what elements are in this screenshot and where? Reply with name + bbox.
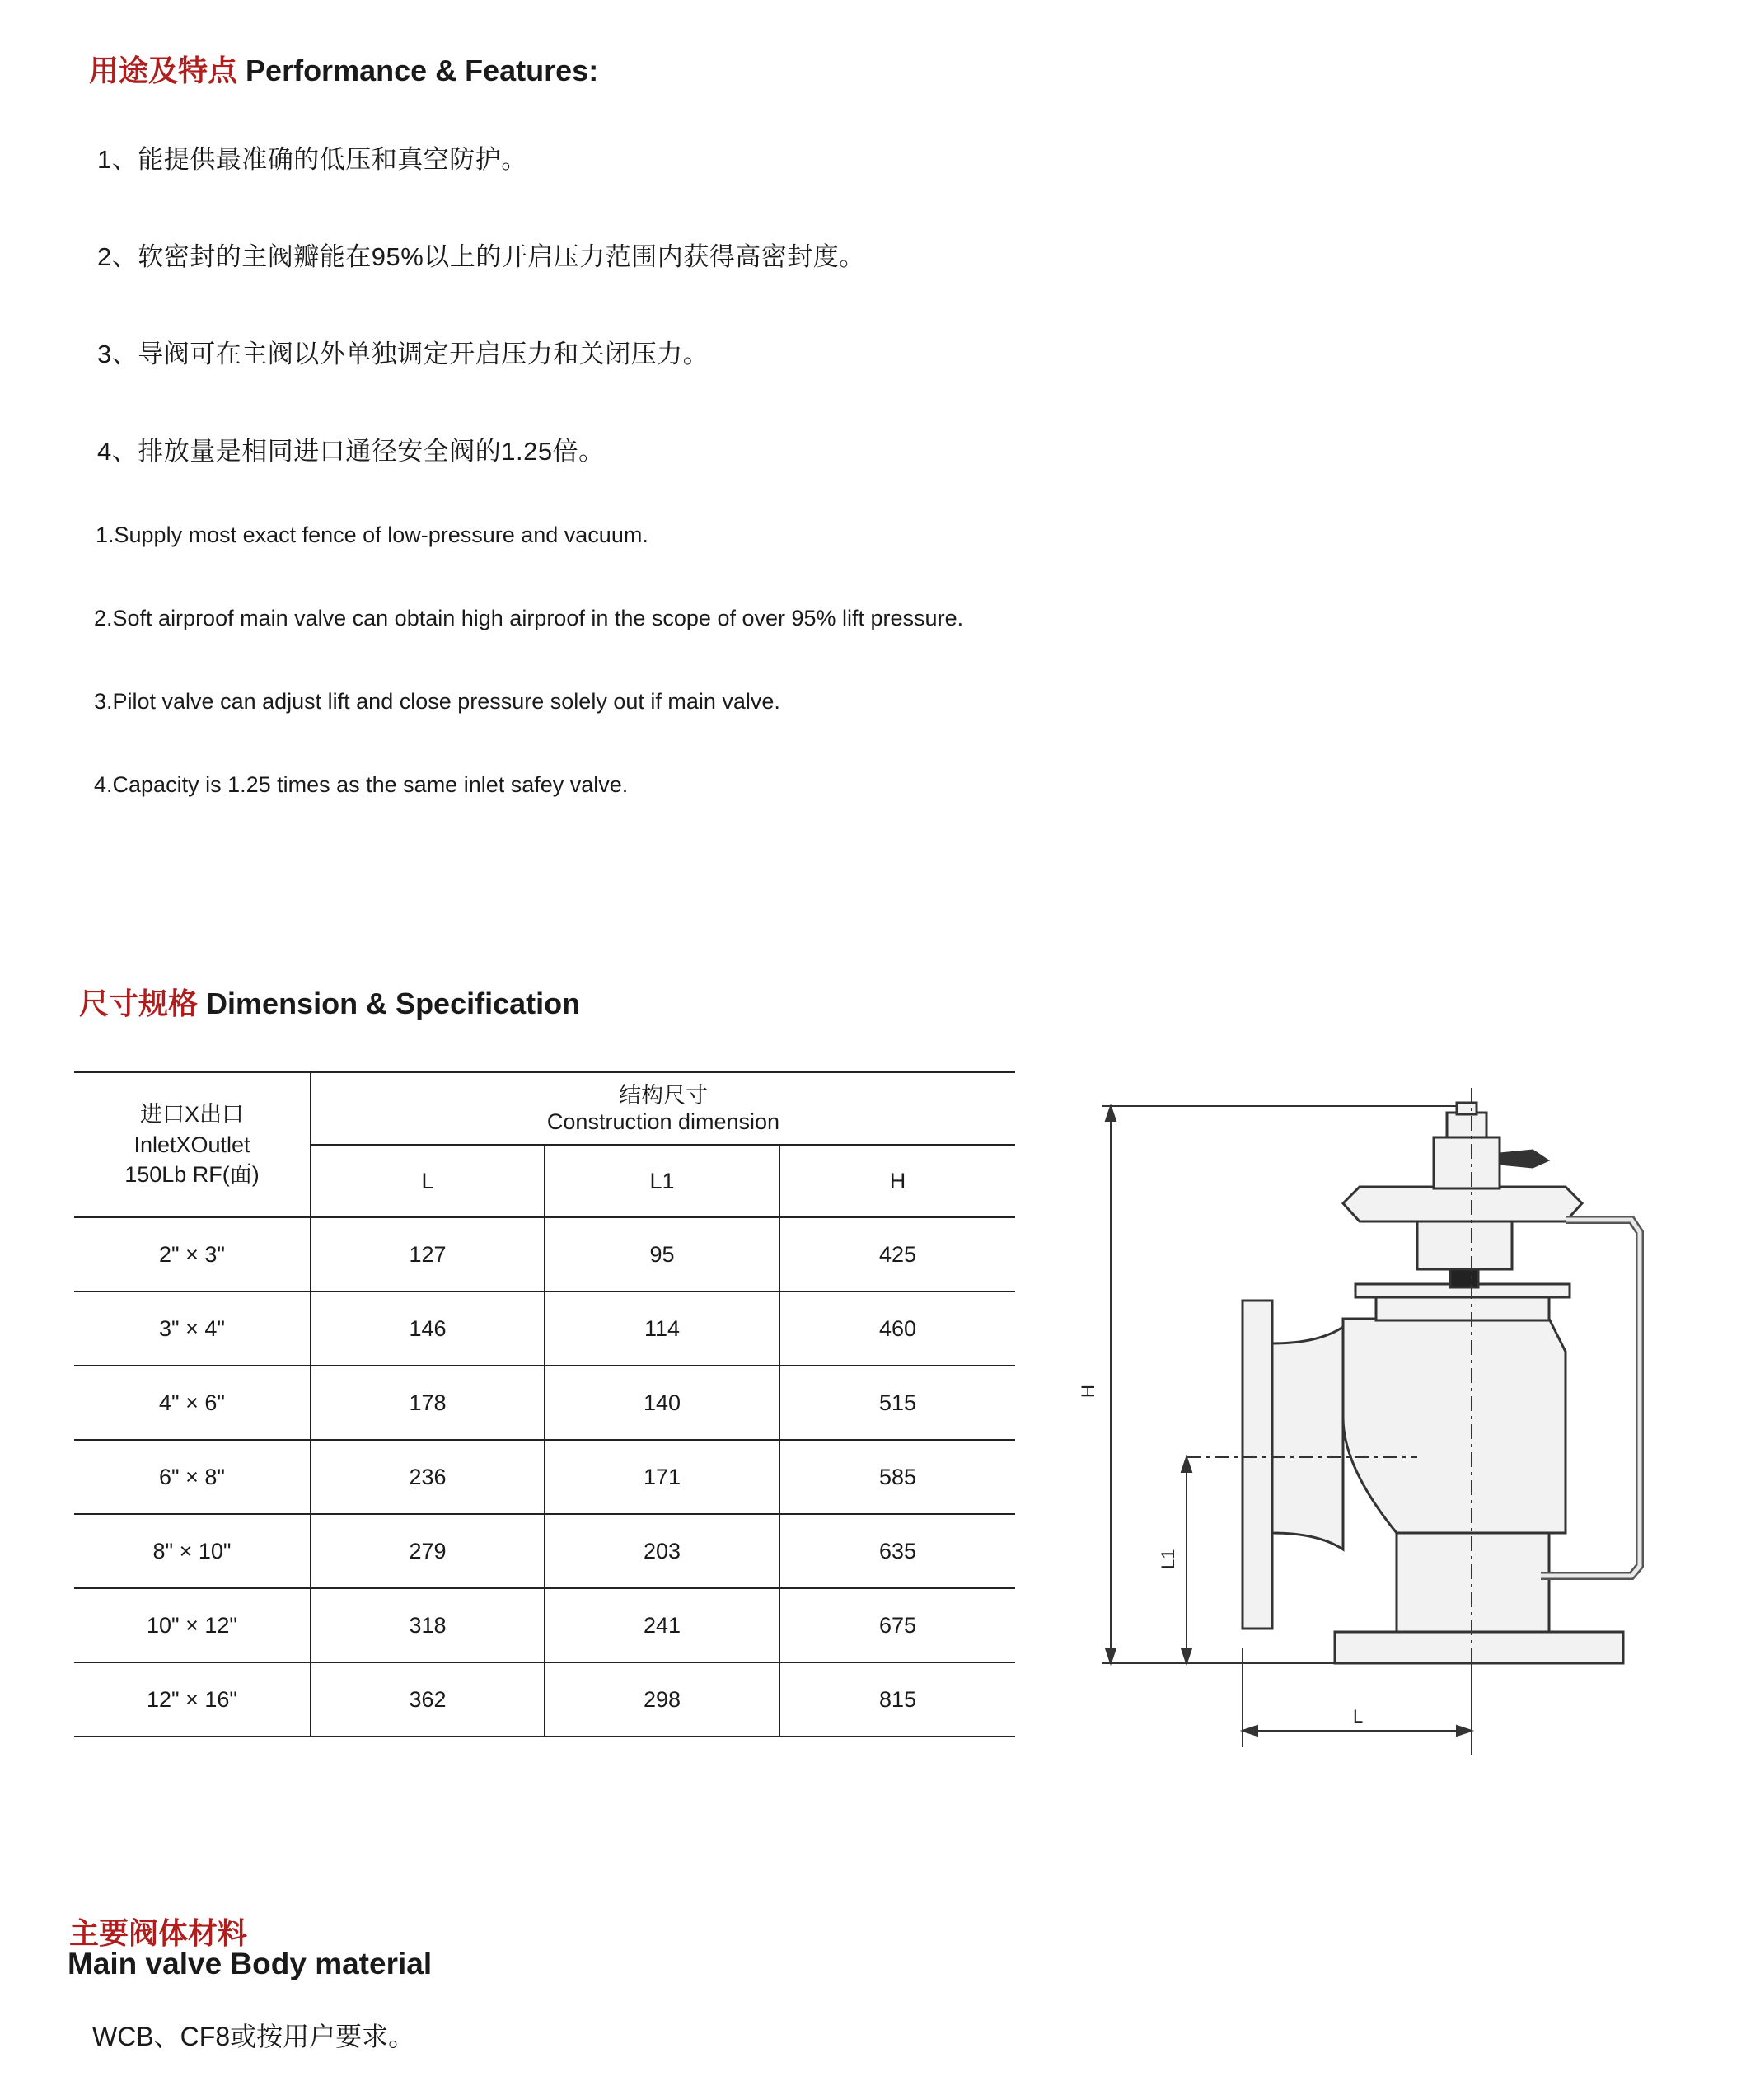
col-size-header: [74, 1073, 310, 1216]
cell-L: 178: [409, 1390, 447, 1415]
cell-L: 279: [409, 1538, 447, 1563]
dimension-heading: [79, 981, 580, 1023]
dim-label-H: H: [1078, 1385, 1098, 1398]
cell-H: 425: [878, 1241, 917, 1267]
feature-cn-2: 2、软密封的主阀瓣能在95%以上的开启压力范围内获得高密封度。: [97, 242, 865, 271]
cell-H: 515: [878, 1390, 917, 1415]
cell-L: 146: [409, 1315, 447, 1341]
dimension-heading-en: Dimension & Specification: [206, 987, 581, 1020]
inlet-flange: [1243, 1301, 1272, 1629]
cell-L1: 140: [643, 1390, 681, 1415]
cell-size: 3" × 4": [159, 1315, 225, 1341]
col-H-header: H: [889, 1168, 906, 1193]
construction-header-en: Construction dimension: [546, 1109, 780, 1134]
cell-L1: 171: [643, 1464, 681, 1489]
dimension-heading-cn: 尺寸规格: [79, 987, 199, 1020]
feature-en-4: 4.Capacity is 1.25 times as the same inlet safey valve.: [94, 772, 629, 797]
cell-H: 585: [878, 1464, 917, 1489]
cell-L1: 95: [649, 1241, 675, 1267]
feature-en-3: 3.Pilot valve can adjust lift and close pressure solely out if main valve.: [94, 689, 780, 714]
cell-L1: 114: [644, 1315, 681, 1341]
cell-size: 8" × 10": [152, 1538, 232, 1563]
dimension-table: [74, 1071, 1015, 1737]
dim-label-L: L: [1353, 1706, 1364, 1727]
cell-L: 127: [409, 1241, 447, 1267]
feature-cn-1: 1、能提供最准确的低压和真空防护。: [97, 145, 527, 174]
feature-cn-3: 3、导阀可在主阀以外单独调定开启压力和关闭压力。: [97, 340, 709, 368]
col-size-header-cn: 进口X出口: [139, 1102, 244, 1127]
feature-cn-4: 4、排放量是相同进口通径安全阀的1.25倍。: [97, 437, 605, 466]
cell-L1: 298: [643, 1686, 681, 1712]
valve-drawing: [1071, 1071, 1664, 1780]
material-heading-en: Main valve Body material: [68, 1947, 433, 1980]
cell-L: 318: [409, 1612, 447, 1638]
cell-size: 6" × 8": [159, 1464, 225, 1489]
features-heading-cn: 用途及特点: [89, 54, 238, 87]
material-text: WCB、CF8或按用户要求。: [92, 2022, 415, 2051]
col-L1-header: L1: [649, 1168, 675, 1193]
material-heading-cn: 主要阀体材料: [69, 1916, 248, 1950]
cell-size: 12" × 16": [146, 1686, 237, 1712]
cell-H: 675: [878, 1612, 917, 1638]
construction-header-cn: 结构尺寸: [619, 1082, 708, 1108]
features-heading: [89, 48, 598, 90]
cell-L: 236: [409, 1464, 447, 1489]
construction-dimension-header: [311, 1073, 1015, 1144]
cell-H: 815: [878, 1686, 917, 1712]
cell-L: 362: [409, 1686, 447, 1712]
cell-L1: 203: [643, 1538, 681, 1563]
cell-H: 460: [878, 1315, 917, 1341]
features-heading-en: Performance & Features:: [246, 54, 599, 87]
dim-label-L1: L1: [1158, 1549, 1178, 1569]
cell-size: 4" × 6": [159, 1390, 225, 1415]
col-size-header-rf: 150Lb RF(面): [124, 1162, 260, 1188]
col-size-header-en: InletXOutlet: [133, 1132, 250, 1157]
base-flange: [1335, 1632, 1623, 1663]
col-L-header: L: [421, 1168, 434, 1193]
cell-L1: 241: [643, 1612, 681, 1638]
feature-en-1: 1.Supply most exact fence of low-pressure and vacuum.: [96, 523, 648, 547]
feature-en-2: 2.Soft airproof main valve can obtain high airproof in the scope of over 95% lift pressure.: [94, 606, 964, 630]
cell-size: 2" × 3": [159, 1241, 225, 1267]
cell-H: 635: [878, 1538, 917, 1563]
cell-size: 10" × 12": [146, 1612, 237, 1638]
